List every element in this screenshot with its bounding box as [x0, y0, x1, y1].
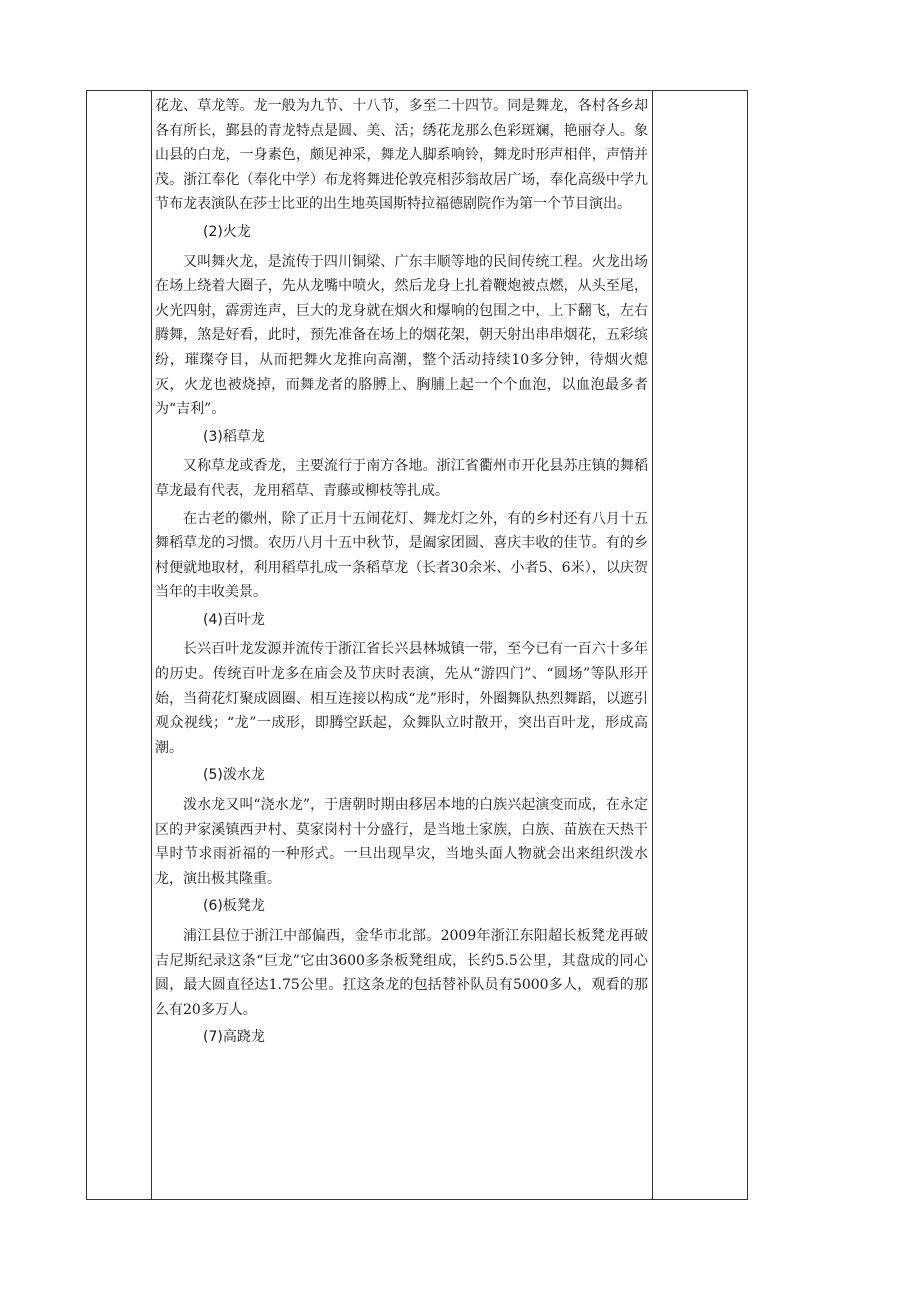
- paragraph-fire-dragon: 又叫舞火龙，是流传于四川铜梁、广东丰顺等地的民间传统工程。火龙出场在场上绕着大圈子，先从龙嘴中喷火，然后龙身上扎着鞭炮被点燃，从头至尾，火光四射，霹雳连声，巨大的龙身就在烟火和爆响的包围之中，上下翻飞，左右腾舞，煞是好看，此时，预先准备在场上的烟花架，朝天射出串串烟花，五彩缤纷，璀璨夺目，从而把舞火龙推向高潮，整个活动持续10多分钟，待烟火熄灭，火龙也被烧掉，而舞龙者的胳膊上、胸脯上起一个个血泡，以血泡最多者为“吉利”。: [155, 253, 648, 418]
- right-cell: [653, 91, 748, 1200]
- paragraph-straw-dragon-2: 在古老的徽州，除了正月十五闹花灯、舞龙灯之外，有的乡村还有八月十五舞稻草龙的习惯。农历八月十五中秋节，是阖家团圆、喜庆丰收的佳节。有的乡村便就地取材，利用稻草扎成一条稻草龙（长者30余米、小者5、6米），以庆贺当年的丰收美景。: [155, 510, 648, 601]
- paragraph-baiye-dragon: 长兴百叶龙发源并流传于浙江省长兴县林城镇一带，至今已有一百六十多年的历史。传统百叶龙多在庙会及节庆时表演，先从“游四门”、“圆场”等队形开始，当荷花灯聚成圆圈、相互连接以构成“龙”形时，外圈舞队热烈舞蹈，以遮引观众视线；“龙”一成形，即腾空跃起，众舞队立时散开，突出百叶龙，形成高潮。: [155, 641, 648, 756]
- section-heading-bench-dragon: (6)板凳龙: [203, 898, 265, 915]
- paragraph-continuation: 花龙、草龙等。龙一般为九节、十八节，多至二十四节。同是舞龙，各村各乡却各有所长，鄞县的青龙特点是圆、美、活；绣花龙那么色彩斑斓，艳丽夺人。象山县的白龙，一身素色，颇见神采，舞龙人脚系响铃，舞龙时形声相伴，声情并茂。浙江奉化（奉化中学）布龙将舞进伦敦亮相莎翁故居广场，奉化高级中学九节布龙表演队在莎士比亚的出生地英国斯特拉福德剧院作为第一个节目演出。: [155, 98, 648, 213]
- paragraph-straw-dragon-1: 又称草龙或香龙，主要流行于南方各地。浙江省衢州市开化县苏庄镇的舞稻草龙最有代表，龙用稻草、青藤或柳枝等扎成。: [155, 458, 648, 499]
- section-heading-baiye-dragon: (4)百叶龙: [203, 611, 265, 628]
- section-heading-stilt-dragon: (7)高跷龙: [203, 1029, 265, 1046]
- table-row: [87, 91, 748, 1200]
- article-body: [152, 91, 652, 1050]
- section-heading-straw-dragon: (3)稻草龙: [203, 428, 265, 445]
- paragraph-bench-dragon: 浦江县位于浙江中部偏西，金华市北部。2009年浙江东阳超长板凳龙再破吉尼斯纪录这条“巨龙”它由3600多条板凳组成，长约5.5公里，其盘成的同心圆，最大圆直径达1.75公里。扛这条龙的包括替补队员有5000多人，观看的那么有20多万人。: [155, 928, 648, 1018]
- section-heading-fire-dragon: (2)火龙: [203, 223, 251, 240]
- content-cell: [152, 91, 653, 1200]
- section-heading-water-dragon: (5)泼水龙: [203, 767, 265, 784]
- paragraph-water-dragon: 泼水龙又叫“浇水龙”，于唐朝时期由移居本地的白族兴起演变而成，在永定区的尹家溪镇西尹村、莫家岗村十分盛行，是当地土家族，白族、苗族在天热干旱时节求雨祈福的一种形式。一旦出现旱灾，当地头面人物就会出来组织泼水龙，演出极其隆重。: [155, 797, 648, 887]
- document-table: [86, 90, 748, 1200]
- left-cell: [87, 91, 152, 1200]
